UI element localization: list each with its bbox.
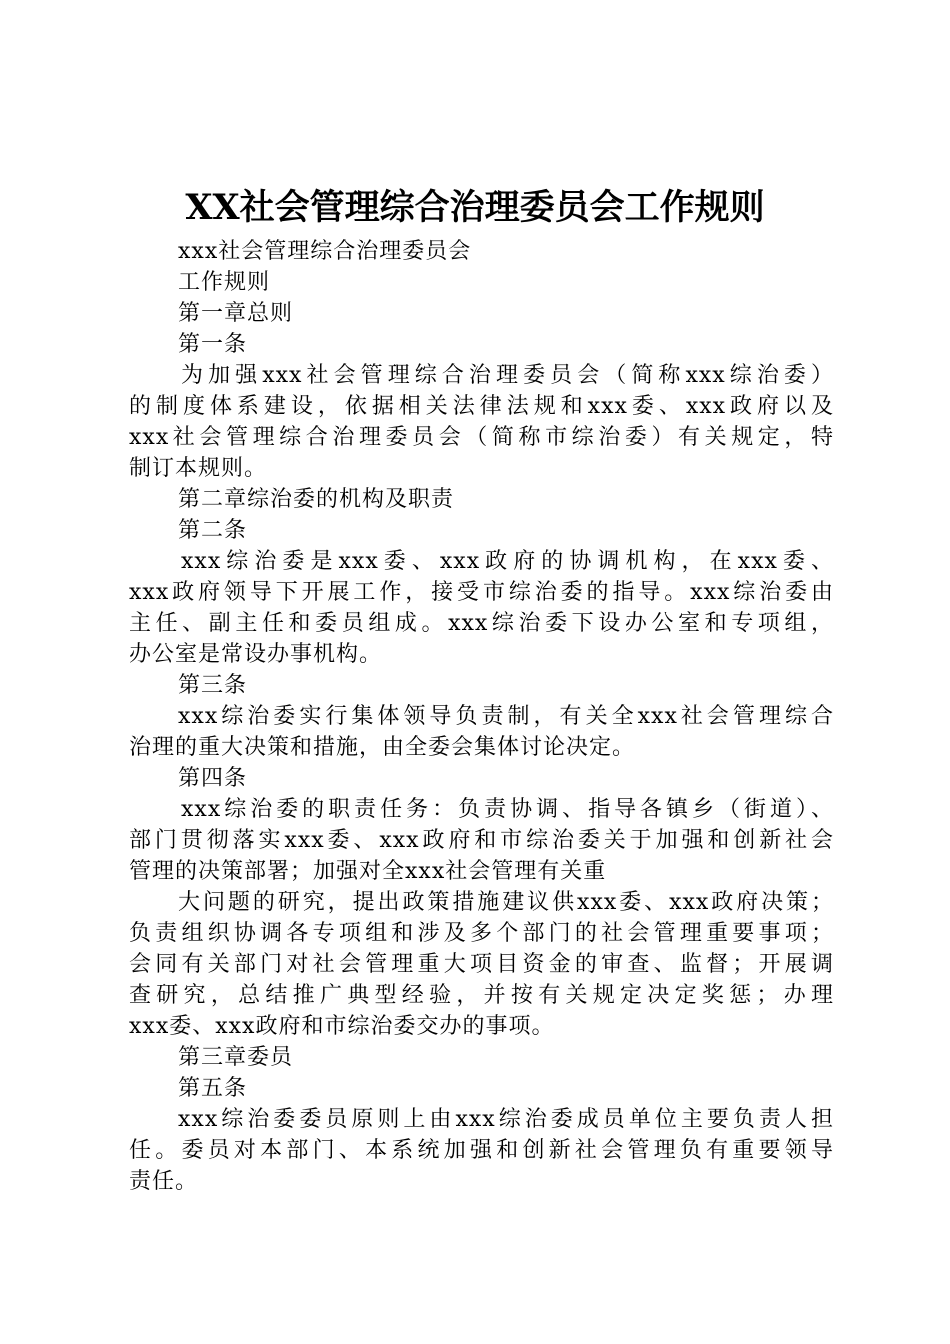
document-line: 主任、副主任和委员组成。xxx综治委下设办公室和专项组， (129, 611, 834, 636)
document-line: 部门贯彻落实xxx委、xxx政府和市综治委关于加强和创新社会 (129, 828, 834, 853)
document-line: 第三章委员 (178, 1045, 294, 1070)
document-line: 负责组织协调各专项组和涉及多个部门的社会管理重要事项； (129, 921, 834, 946)
document-line: 任。委员对本部门、本系统加强和创新社会管理负有重要领导 (129, 1138, 834, 1163)
document-line: xxx社会管理综合治理委员会（简称市综治委）有关规定，特 (129, 425, 834, 450)
document-line: 制订本规则。 (129, 456, 268, 481)
document-line: 为加强xxx社会管理综合治理委员会（简称xxx综治委） (181, 363, 834, 388)
document-line: 第四条 (178, 766, 248, 791)
document-line: 责任。 (129, 1169, 199, 1194)
document-line: 管理的决策部署；加强对全xxx社会管理有关重 (129, 859, 607, 884)
document-line: 第五条 (178, 1076, 248, 1101)
document-line: 第一条 (178, 332, 248, 357)
document-line: xxx综治委是xxx委、xxx政府的协调机构，在xxx委、 (181, 549, 834, 574)
document-line: 第一章总则 (178, 301, 294, 326)
document-line: 办公室是常设办事机构。 (129, 642, 383, 667)
document-line: 查研究，总结推广典型经验，并按有关规定决定奖惩；办理 (129, 983, 834, 1008)
document-line: xxx社会管理综合治理委员会 (178, 239, 472, 264)
document-line: 大问题的研究，提出政策措施建议供xxx委、xxx政府决策； (178, 890, 834, 915)
document-line: xxx政府领导下开展工作，接受市综治委的指导。xxx综治委由 (129, 580, 834, 605)
document-line: 第二章综治委的机构及职责 (178, 487, 455, 512)
document-title: XX社会管理综合治理委员会工作规则 (185, 187, 765, 228)
document-line: xxx综治委委员原则上由xxx综治委成员单位主要负责人担 (178, 1107, 834, 1132)
document-line: xxx综治委的职责任务：负责协调、指导各镇乡（街道）、 (181, 797, 834, 822)
document-line: 的制度体系建设，依据相关法律法规和xxx委、xxx政府以及 (129, 394, 834, 419)
document-body (129, 236, 834, 1197)
document-line: 工作规则 (178, 270, 271, 295)
document-line: xxx综治委实行集体领导负责制，有关全xxx社会管理综合 (178, 704, 834, 729)
document-line: xxx委、xxx政府和市综治委交办的事项。 (129, 1014, 555, 1039)
document-line: 会同有关部门对社会管理重大项目资金的审查、监督；开展调 (129, 952, 834, 977)
document-line: 治理的重大决策和措施，由全委会集体讨论决定。 (129, 735, 636, 760)
document-line: 第二条 (178, 518, 248, 543)
document-line: 第三条 (178, 673, 248, 698)
